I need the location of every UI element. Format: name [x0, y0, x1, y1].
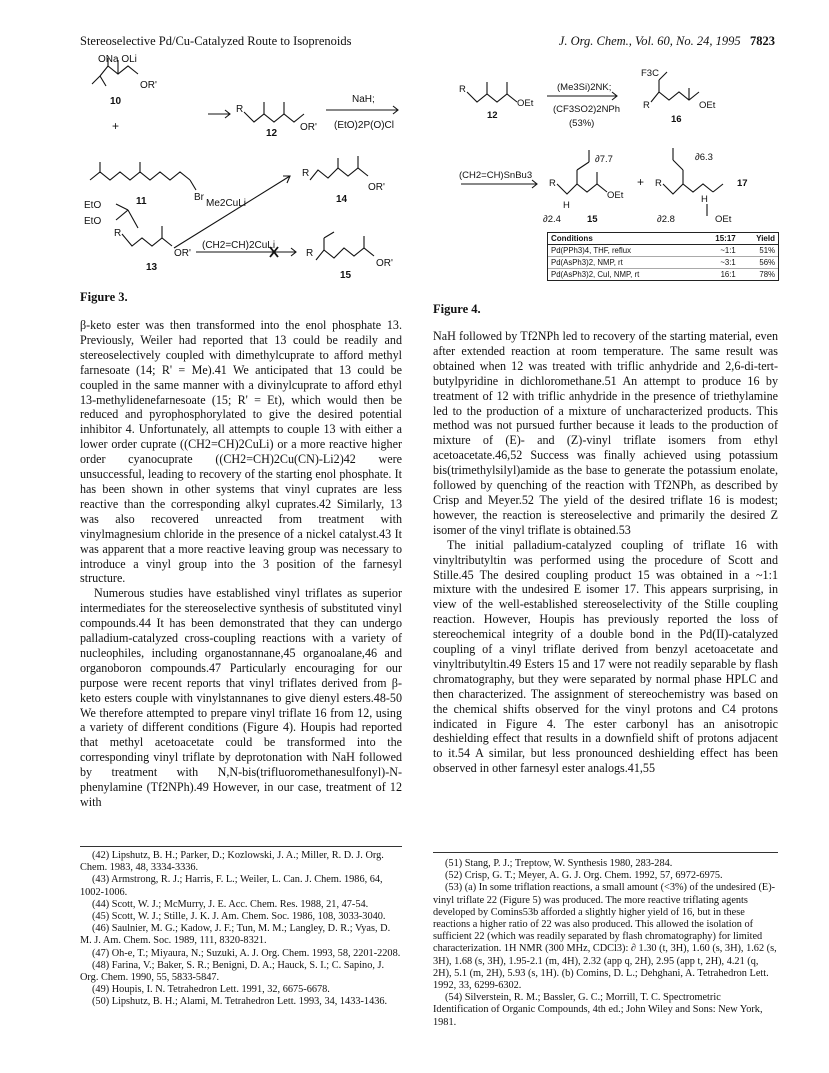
label-reagent-nah: NaH;: [352, 94, 375, 105]
conditions-table: [547, 232, 779, 281]
references-right: [433, 858, 778, 1029]
fig4-label-oet-16: OEt: [699, 100, 716, 111]
label-r-15: R: [306, 248, 314, 259]
fig4-label-r-16: R: [643, 100, 650, 111]
fig4-label-r-15: R: [549, 178, 556, 189]
fig4-label-r-12: R: [459, 84, 466, 95]
table-row: [548, 257, 778, 269]
fig4-label-h-17: H: [701, 194, 708, 205]
label-br: Br: [194, 192, 204, 203]
label-plus: +: [112, 119, 120, 133]
fig4-label-oet-17: OEt: [715, 214, 732, 225]
label-r-14: R: [302, 168, 310, 179]
label-cmpd15: 15: [340, 270, 352, 281]
paragraph: NaH followed by Tf2NPh led to recovery of the starting material, even after extended reaction at room temperature. The same result was obtained when 12 was treated with triflic anhydride and 2,6-di-tert-butylpyridine in dichloromethane.51 An attempt to produce 16 by treatment of 12 with triflic anhydride in the presence of triethylamine led to the production of a mixture of uncharacterized products. This method was not pursued further because it leads to the production of mixture of (E)- and (Z)-vinyl triflate isomers from ethyl acetoacetate.46,52 Success was finally achieved using potassium bis(trimethylsilyl)amide as the base to generate the potassium enolate, followed by quenching of the reaction with Tf2NPh, as described by Crisp and Meyer.52 The yield of the desired triflate 16 is modest; however, the reaction is stereoselective and primarily the desired Z isomer of the vinyl triflate is obtained.53: [433, 329, 778, 537]
journal-citation: [559, 34, 775, 49]
cmpd15-skeleton: [316, 248, 374, 260]
reference-item: (43) Armstrong, R. J.; Harris, F. L.; Weiler, L. Can. J. Chem. 1986, 64, 1002-1006.: [80, 874, 383, 898]
fig4-plus: +: [637, 175, 645, 189]
page-number: 7823: [750, 34, 775, 48]
reference-item: (52) Crisp, G. T.; Meyer, A. G. J. Org. Chem. 1992, 57, 6972-6975.: [445, 870, 723, 882]
fig4-shift-d: ∂2.8: [657, 214, 675, 225]
table-header-ratio: 15:17: [697, 233, 739, 245]
journal-name: J. Org. Chem., Vol. 60, No. 24, 1995: [558, 34, 741, 48]
label-reagent-me2culi: Me2CuLi: [206, 198, 247, 209]
fig4-label-h-15: H: [563, 200, 570, 211]
paragraph: The initial palladium-catalyzed coupling of triflate 16 with vinyltributyltin was performed using the procedure of Scott and Stille.45 The desired coupling product 15 was obtained in a ~1:1 mixture with the undesired E isomer 17. This appears surprising, in view of the well-established stereoselectivity of the Stille coupling reaction. However, Houpis has previously reported the loss of stereochemical integrity of a double bond in the Pd(II)-catalyzed coupling of a vinyl triflate derived from benzyl acetoacetate and vinyltributyltin.49 Esters 15 and 17 were not readily separable by flash chromatography, but they were separated by normal phase HPLC and then characterized. The assignment of stereochemistry was based on the chemical shifts observed for the vinyl protons and C4 protons indicated in Figure 4. The ester carbonyl has an anisotropic deshielding effect that results in a downfield shift of protons adjacent to it.54 A similar, but less pronounced deshielding effect has been observed in other farnesyl ester analogs.41,55: [433, 537, 778, 776]
cmpd13-skeleton: [122, 234, 172, 246]
table-cell: 78%: [739, 269, 778, 281]
label-or-15: OR': [376, 258, 393, 269]
fig4-reagent-stannane: (CH2=CH)SnBu3: [459, 170, 533, 181]
fig4-label-cmpd15: 15: [587, 214, 598, 225]
label-or-12: OR': [300, 122, 317, 133]
label-r-13: R: [114, 228, 122, 239]
fig4-shift-a: ∂7.7: [595, 154, 613, 165]
fig4-cmpd15-skeleton: [557, 184, 607, 194]
label-cmpd13: 13: [146, 262, 158, 273]
label-top-substituent: ONa OLi: [98, 54, 137, 65]
paragraph: Numerous studies have established vinyl triflates as superior intermediates for the stereoselective synthesis of substituted vinyl compounds.44 It has been demonstrated that they can undergo palladium-catalyzed cross-coupling reactions with a variety of nucleophiles, including organostannane,45 organoalane,46 and organoboron compounds.47 Particularly encouraging for our purpose were recent reports that vinyl triflates derived from β-keto esters couple with vinylstannanes to give dienyl esters.48-50 We therefore attempted to prepare vinyl triflate 16 from 12, using a variety of different conditions (Figure 4). Houpis had reported that methyl acetoacetate could be transformed into the corresponding vinyl triflate by deprotonation with NaH followed by treatment with N,N-bis(trifluoromethanesulfonyl)-N-phenylamine (Tf2NPh).49 However, in our case, treatment of 12 with: [80, 586, 402, 809]
cmpd11-skeleton: [90, 172, 190, 180]
fig4-label-cmpd17: 17: [737, 178, 748, 189]
reference-item: (50) Lipshutz, B. H.; Alami, M. Tetrahedron Lett. 1993, 34, 1433-1436.: [92, 996, 388, 1008]
label-or-prime-10: OR': [140, 80, 157, 91]
fig4-label-oet-15: OEt: [607, 190, 624, 201]
figure-4-scheme: [445, 52, 780, 240]
label-cmpd14: 14: [336, 194, 348, 205]
reference-item: (45) Scott, W. J.; Stille, J. K. J. Am. Chem. Soc. 1986, 108, 3033-3040.: [92, 911, 386, 923]
reference-item: (51) Stang, P. J.; Treptow, W. Synthesis 1980, 283-284.: [445, 858, 673, 869]
reference-item: (54) Silverstein, R. M.; Bassler, G. C.; Morrill, T. C. Spectrometric Identification of Organic Compounds, 4th ed.; John Wiley and Sons: New York, 1981.: [433, 992, 763, 1028]
label-reagent-vinyl: (CH2=CH)2CuLi: [202, 240, 276, 251]
table-cell: Pd(AsPh3)2, CuI, NMP, rt: [548, 269, 697, 281]
table-cell: Pd(PPh3)4, THF, reflux: [548, 245, 697, 257]
reference-item: (49) Houpis, I. N. Tetrahedron Lett. 1991, 32, 6675-6678.: [92, 984, 330, 996]
right-column: [433, 329, 778, 776]
reference-item: (47) Oh-e, T.; Miyaura, N.; Suzuki, A. J. Org. Chem. 1993, 58, 2201-2208.: [92, 947, 401, 959]
table-cell: 56%: [739, 257, 778, 269]
figure-3-caption: Figure 3.: [80, 290, 128, 304]
fig4-label-f3c: F3C: [641, 68, 659, 79]
reference-item: (46) Saulnier, M. G.; Kadow, J. F.; Tun, M. M.; Langley, D. R.; Vyas, D. M. J. Am. Chem. Soc. 1989, 111, 8320-8321.: [80, 923, 391, 947]
fig4-cmpd17-skeleton: [663, 184, 713, 194]
table-row: [548, 245, 778, 257]
table-row: [548, 269, 778, 281]
label-eto-2: EtO: [84, 216, 102, 227]
footnote-rule-left: [80, 846, 402, 847]
fig4-label-cmpd16: 16: [671, 114, 682, 125]
arrow-me2culi: [174, 176, 290, 248]
fig4-reagent-2: (CF3SO2)2NPh: [553, 104, 621, 115]
label-r-12: R: [236, 104, 244, 115]
cmpd10-skeleton: [100, 66, 138, 76]
label-or-13: OR': [174, 248, 191, 259]
table-header-yield: Yield: [739, 233, 778, 245]
references-left: [80, 850, 402, 1009]
table-cell: ~1:1: [697, 245, 739, 257]
label-eto-1: EtO: [84, 200, 102, 211]
cmpd14-skeleton: [310, 168, 368, 180]
table-cell: ~3:1: [697, 257, 739, 269]
table-cell: 51%: [739, 245, 778, 257]
fig4-shift-b: ∂2.4: [543, 214, 561, 225]
paragraph: β-keto ester was then transformed into the enol phosphate 13. Previously, Weiler had reported that 13 could be readily and stereoselectively coupled with dimethylcuprate to afford methyl farnesoate (14; R' = Me).41 We anticipated that 13 could be coupled in the same manner with a divinylcuprate to afford ethyl 13-methylidenefarnesoate (15; R' = Et), which would then be reduced and pyrophosphorylated to give the desired potential inhibitor 4. Unfortunately, all attempts to couple 13 with either a lower order cuprate ((CH2=CH)2CuLi) or a more reactive higher order cyanocuprate ((CH2=CH)2Cu(CN)-Li2)42 were unsuccessful, leading to recovery of the starting enol phosphate. It has been shown in other systems that vinyl cuprates are less reactive than the corresponding alkyl cuprates.42 Similarly, 13 was also recovered unreacted from treatment with vinylmagnesium chloride in the presence of a nickel catalyst.43 It was apparent that a more reactive leaving group was necessary to introduce a vinyl group into the 3 position of the farnesyl structure.: [80, 318, 402, 586]
reference-item: (44) Scott, W. J.; McMurry, J. E. Acc. Chem. Res. 1988, 21, 47-54.: [92, 898, 369, 910]
fig4-yield: (53%): [569, 118, 595, 129]
cmpd16-skeleton: [651, 92, 699, 102]
running-title: Stereoselective Pd/Cu-Catalyzed Route to Isoprenoids: [80, 34, 352, 48]
fig4-label-r-17: R: [655, 178, 662, 189]
label-cmpd12: 12: [266, 128, 278, 139]
fig4-shift-c: ∂6.3: [695, 152, 713, 163]
reference-item: (53) (a) In some triflation reactions, a small amount (<3%) of the undesired (E)-vinyl triflate 22 (Figure 5) was produced. The more reactive triflating agents developed by Comins53b afforded a slightly higher yield of 16, but in these reactions a higher ratio of 22 was also produced. This allowed the isolation of sufficient 22 (which was readily separated by flash chromatography) for limited characterization. 1H NMR (300 MHz, CDCl3): ∂ 1.30 (t, 3H), 1.60 (s, 3H), 1.62 (s, 3H), 1.68 (s, 3H), 1.95-2.1 (m, 4H), 2.32 (app q, 2H), 2.95 (app t, 2H), 4.21 (q, 2H), 5.1 (m, 2H), 5.93 (s, 1H). (b) Comins, D. L.; Dehghani, A. Tetrahedron Lett. 1992, 33, 6299-6302.: [433, 882, 777, 992]
figure-3-scheme: [78, 52, 418, 284]
label-or-14: OR': [368, 182, 385, 193]
fig4-label-oet-12: OEt: [517, 98, 534, 109]
reference-item: (48) Farina, V.; Baker, S. R.; Benigni, D. A.; Hauck, S. I.; C. Sapino, J. Org. Chem. 1990, 55, 5833-5847.: [80, 959, 385, 984]
fig4-label-cmpd12: 12: [487, 110, 498, 121]
table-header-conditions: Conditions: [548, 233, 697, 245]
cmpd12-skeleton: [244, 112, 304, 122]
footnote-rule-right: [433, 852, 778, 853]
fig4-cmpd12-skeleton: [467, 92, 517, 102]
label-cmpd10: 10: [110, 96, 122, 107]
table-cell: 16:1: [697, 269, 739, 281]
figure-4-caption: Figure 4.: [433, 302, 481, 316]
reference-item: (42) Lipshutz, B. H.; Parker, D.; Kozlowski, J. A.; Miller, R. D. J. Org. Chem. 1983, 48, 3334-3336.: [80, 850, 384, 874]
table-cell: Pd(AsPh3)2, NMP, rt: [548, 257, 697, 269]
left-column: [80, 318, 402, 810]
label-reagent-phos: (EtO)2P(O)Cl: [334, 120, 394, 131]
label-cmpd11: 11: [136, 196, 147, 207]
fig4-reagent-1: (Me3Si)2NK;: [557, 82, 612, 93]
